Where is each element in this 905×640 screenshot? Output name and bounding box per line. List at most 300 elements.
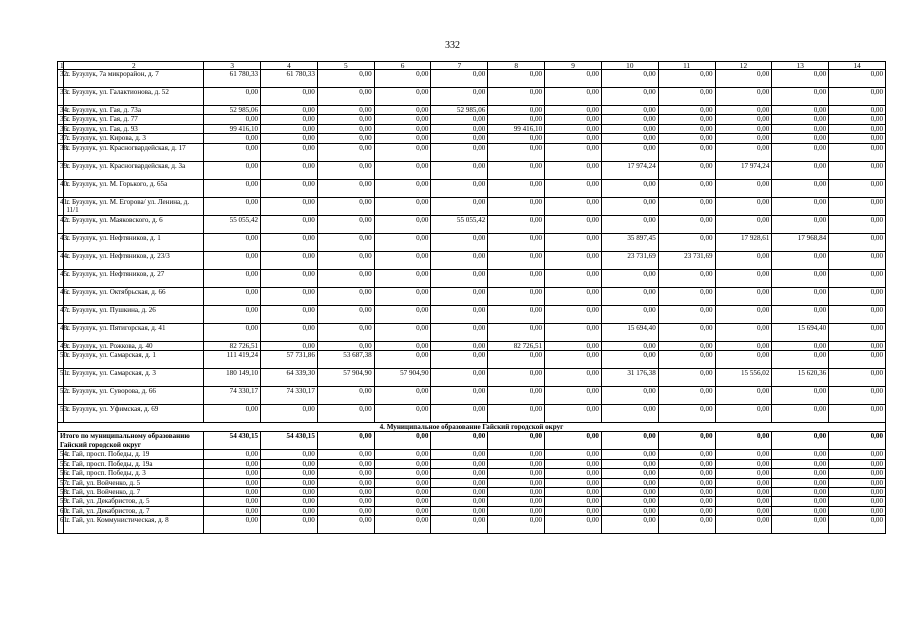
value-cell: 0,00 — [374, 134, 431, 143]
value-cell: 0,00 — [545, 269, 602, 287]
value-cell: 0,00 — [204, 516, 261, 534]
table-row — [58, 459, 886, 468]
value-cell: 0,00 — [601, 269, 658, 287]
value-cell: 0,00 — [772, 488, 829, 497]
value-cell: 0,00 — [431, 161, 488, 179]
value-cell: 0,00 — [658, 233, 715, 251]
table-row — [58, 287, 886, 305]
value-cell: 0,00 — [261, 287, 318, 305]
table-row — [58, 179, 886, 197]
value-cell: 0,00 — [601, 124, 658, 133]
row-number: 34. — [58, 106, 64, 115]
value-cell: 0,00 — [545, 134, 602, 143]
value-cell: 0,00 — [431, 488, 488, 497]
value-cell: 0,00 — [261, 506, 318, 515]
column-number-header: 6 — [374, 62, 431, 70]
value-cell: 0,00 — [601, 405, 658, 423]
value-cell: 0,00 — [317, 488, 374, 497]
address-cell: г. Гай, ул. Войченко, д. 5 — [64, 478, 204, 487]
value-cell: 0,00 — [601, 143, 658, 161]
value-cell: 0,00 — [829, 115, 886, 124]
column-number-header: 1 — [58, 62, 64, 70]
value-cell: 0,00 — [261, 179, 318, 197]
value-cell: 0,00 — [261, 305, 318, 323]
table-row — [58, 506, 886, 515]
value-cell: 0,00 — [488, 251, 545, 269]
value-cell: 0,00 — [261, 134, 318, 143]
value-cell: 0,00 — [488, 215, 545, 233]
value-cell: 0,00 — [317, 161, 374, 179]
value-cell: 0,00 — [204, 469, 261, 478]
value-cell: 0,00 — [545, 506, 602, 515]
value-cell: 0,00 — [545, 323, 602, 341]
value-cell: 0,00 — [488, 450, 545, 459]
value-cell: 0,00 — [772, 161, 829, 179]
row-number: 42. — [58, 215, 64, 233]
value-cell: 0,00 — [204, 115, 261, 124]
value-cell: 0,00 — [658, 351, 715, 369]
value-cell: 0,00 — [829, 488, 886, 497]
value-cell: 0,00 — [772, 106, 829, 115]
column-number-header: 4 — [261, 62, 318, 70]
value-cell: 0,00 — [545, 405, 602, 423]
value-cell: 0,00 — [374, 450, 431, 459]
value-cell: 0,00 — [261, 124, 318, 133]
value-cell: 0,00 — [374, 341, 431, 350]
table-row — [58, 478, 886, 487]
value-cell: 0,00 — [715, 488, 772, 497]
value-cell: 0,00 — [204, 488, 261, 497]
value-cell: 0,00 — [488, 469, 545, 478]
value-cell: 0,00 — [772, 516, 829, 534]
table-row — [58, 469, 886, 478]
value-cell: 0,00 — [658, 459, 715, 468]
value-cell: 0,00 — [317, 497, 374, 506]
value-cell: 0,00 — [261, 497, 318, 506]
row-number: 57. — [58, 478, 64, 487]
value-cell: 0,00 — [715, 215, 772, 233]
value-cell: 0,00 — [601, 488, 658, 497]
value-cell: 0,00 — [374, 143, 431, 161]
value-cell: 0,00 — [715, 269, 772, 287]
value-cell: 0,00 — [261, 88, 318, 106]
value-cell: 0,00 — [715, 70, 772, 88]
value-cell: 0,00 — [374, 305, 431, 323]
value-cell: 0,00 — [829, 459, 886, 468]
value-cell: 180 149,10 — [204, 369, 261, 387]
value-cell: 0,00 — [374, 478, 431, 487]
value-cell: 0,00 — [545, 197, 602, 215]
value-cell: 0,00 — [658, 124, 715, 133]
value-cell: 0,00 — [545, 287, 602, 305]
column-number-header: 2 — [64, 62, 204, 70]
value-cell: 0,00 — [261, 459, 318, 468]
total-cell: 0,00 — [772, 432, 829, 450]
value-cell: 0,00 — [317, 115, 374, 124]
table-row — [58, 269, 886, 287]
value-cell: 0,00 — [488, 179, 545, 197]
row-number: 61. — [58, 516, 64, 534]
address-cell: г. Гай, просп. Победы, д. 19 — [64, 450, 204, 459]
value-cell: 0,00 — [829, 305, 886, 323]
value-cell: 0,00 — [829, 70, 886, 88]
total-cell: 0,00 — [317, 432, 374, 450]
value-cell: 0,00 — [772, 405, 829, 423]
row-number: 45. — [58, 269, 64, 287]
value-cell: 0,00 — [715, 179, 772, 197]
value-cell: 0,00 — [829, 251, 886, 269]
section-heading: 4. Муниципальное образование Гайский городской округ — [58, 423, 886, 432]
value-cell: 0,00 — [431, 134, 488, 143]
value-cell: 0,00 — [317, 215, 374, 233]
value-cell: 0,00 — [261, 106, 318, 115]
value-cell: 0,00 — [829, 516, 886, 534]
value-cell: 0,00 — [829, 351, 886, 369]
value-cell: 0,00 — [317, 88, 374, 106]
value-cell: 0,00 — [204, 233, 261, 251]
value-cell: 0,00 — [601, 134, 658, 143]
value-cell: 0,00 — [715, 197, 772, 215]
value-cell: 0,00 — [374, 115, 431, 124]
value-cell: 0,00 — [601, 450, 658, 459]
value-cell: 0,00 — [431, 387, 488, 405]
value-cell: 0,00 — [829, 215, 886, 233]
value-cell: 0,00 — [545, 459, 602, 468]
value-cell: 17 974,24 — [715, 161, 772, 179]
total-cell: 0,00 — [829, 432, 886, 450]
value-cell: 0,00 — [829, 323, 886, 341]
column-number-header: 10 — [601, 62, 658, 70]
value-cell: 0,00 — [601, 516, 658, 534]
address-cell: г. Бузулук, ул. Гая, д. 77 — [64, 115, 204, 124]
row-number: 56. — [58, 469, 64, 478]
value-cell: 0,00 — [658, 269, 715, 287]
value-cell: 0,00 — [715, 124, 772, 133]
value-cell: 0,00 — [545, 516, 602, 534]
value-cell: 0,00 — [658, 215, 715, 233]
value-cell: 0,00 — [431, 478, 488, 487]
value-cell: 0,00 — [658, 70, 715, 88]
value-cell: 0,00 — [658, 450, 715, 459]
value-cell: 0,00 — [829, 269, 886, 287]
value-cell: 17 974,24 — [601, 161, 658, 179]
value-cell: 0,00 — [772, 115, 829, 124]
value-cell: 0,00 — [658, 405, 715, 423]
value-cell: 0,00 — [715, 287, 772, 305]
value-cell: 0,00 — [601, 70, 658, 88]
row-number: 38. — [58, 143, 64, 161]
address-cell: г. Гай, ул. Декабристов, д. 7 — [64, 506, 204, 515]
value-cell: 0,00 — [261, 215, 318, 233]
value-cell: 0,00 — [488, 488, 545, 497]
value-cell: 0,00 — [374, 459, 431, 468]
value-cell: 0,00 — [261, 197, 318, 215]
value-cell: 0,00 — [829, 197, 886, 215]
value-cell: 0,00 — [488, 387, 545, 405]
value-cell: 0,00 — [601, 106, 658, 115]
value-cell: 0,00 — [374, 233, 431, 251]
value-cell: 0,00 — [772, 450, 829, 459]
value-cell: 0,00 — [715, 106, 772, 115]
value-cell: 0,00 — [829, 387, 886, 405]
value-cell: 0,00 — [545, 106, 602, 115]
funding-table — [57, 61, 886, 534]
address-cell: г. Бузулук, ул. Красногвардейская, д. 17 — [64, 143, 204, 161]
value-cell: 0,00 — [261, 405, 318, 423]
value-cell: 0,00 — [261, 450, 318, 459]
value-cell: 0,00 — [658, 305, 715, 323]
address-cell: г. Бузулук, ул. Гая, д. 73а — [64, 106, 204, 115]
value-cell: 0,00 — [374, 70, 431, 88]
value-cell: 0,00 — [545, 305, 602, 323]
address-cell: г. Бузулук, ул. Пушкина, д. 26 — [64, 305, 204, 323]
address-cell: г. Бузулук, ул. Маяковского, д. 6 — [64, 215, 204, 233]
value-cell: 0,00 — [431, 506, 488, 515]
value-cell: 35 897,45 — [601, 233, 658, 251]
value-cell: 0,00 — [772, 341, 829, 350]
address-cell: г. Бузулук, 7а микрорайон, д. 7 — [64, 70, 204, 88]
value-cell: 0,00 — [374, 161, 431, 179]
value-cell: 0,00 — [317, 341, 374, 350]
value-cell: 0,00 — [431, 287, 488, 305]
value-cell: 0,00 — [431, 516, 488, 534]
value-cell: 0,00 — [772, 124, 829, 133]
value-cell: 0,00 — [488, 161, 545, 179]
row-number: 43. — [58, 233, 64, 251]
value-cell: 0,00 — [317, 134, 374, 143]
table-row — [58, 516, 886, 534]
value-cell: 0,00 — [374, 287, 431, 305]
value-cell: 52 985,06 — [431, 106, 488, 115]
value-cell: 0,00 — [772, 478, 829, 487]
value-cell: 0,00 — [601, 287, 658, 305]
value-cell: 0,00 — [545, 124, 602, 133]
value-cell: 0,00 — [488, 497, 545, 506]
value-cell: 0,00 — [317, 106, 374, 115]
address-cell: г. Бузулук, ул. Галактионова, д. 52 — [64, 88, 204, 106]
value-cell: 0,00 — [772, 70, 829, 88]
value-cell: 0,00 — [374, 179, 431, 197]
value-cell: 0,00 — [488, 233, 545, 251]
value-cell: 0,00 — [374, 488, 431, 497]
table-row — [58, 450, 886, 459]
address-cell: г. Бузулук, ул. М. Егорова/ ул. Ленина, д. 11/1 — [64, 197, 204, 215]
value-cell: 0,00 — [374, 351, 431, 369]
value-cell: 0,00 — [545, 215, 602, 233]
value-cell: 0,00 — [545, 233, 602, 251]
value-cell: 0,00 — [829, 233, 886, 251]
value-cell: 0,00 — [261, 488, 318, 497]
row-number: 44. — [58, 251, 64, 269]
value-cell: 57 904,90 — [374, 369, 431, 387]
value-cell: 0,00 — [658, 143, 715, 161]
value-cell: 0,00 — [772, 88, 829, 106]
value-cell: 0,00 — [204, 287, 261, 305]
value-cell: 0,00 — [715, 450, 772, 459]
value-cell: 0,00 — [658, 488, 715, 497]
value-cell: 0,00 — [829, 478, 886, 487]
row-number: 32. — [58, 70, 64, 88]
value-cell: 0,00 — [488, 323, 545, 341]
value-cell: 0,00 — [431, 341, 488, 350]
value-cell: 0,00 — [488, 197, 545, 215]
value-cell: 0,00 — [431, 323, 488, 341]
value-cell: 0,00 — [545, 115, 602, 124]
value-cell: 0,00 — [488, 351, 545, 369]
value-cell: 0,00 — [545, 88, 602, 106]
total-label: Итого по муниципальному образованию Гайский городской округ — [58, 432, 204, 450]
value-cell: 0,00 — [715, 341, 772, 350]
value-cell: 0,00 — [204, 134, 261, 143]
value-cell: 0,00 — [545, 469, 602, 478]
value-cell: 0,00 — [601, 351, 658, 369]
value-cell: 0,00 — [658, 323, 715, 341]
value-cell: 0,00 — [829, 106, 886, 115]
value-cell: 0,00 — [715, 115, 772, 124]
value-cell: 0,00 — [829, 369, 886, 387]
table-row — [58, 387, 886, 405]
value-cell: 0,00 — [431, 497, 488, 506]
total-cell: 0,00 — [431, 432, 488, 450]
column-number-header: 5 — [317, 62, 374, 70]
total-cell: 54 430,15 — [204, 432, 261, 450]
value-cell: 0,00 — [715, 305, 772, 323]
value-cell: 0,00 — [829, 341, 886, 350]
value-cell: 0,00 — [829, 405, 886, 423]
row-number: 36. — [58, 124, 64, 133]
value-cell: 0,00 — [204, 143, 261, 161]
value-cell: 0,00 — [204, 179, 261, 197]
value-cell: 0,00 — [317, 233, 374, 251]
value-cell: 0,00 — [431, 351, 488, 369]
value-cell: 0,00 — [317, 197, 374, 215]
value-cell: 0,00 — [488, 134, 545, 143]
value-cell: 0,00 — [488, 269, 545, 287]
value-cell: 0,00 — [488, 506, 545, 515]
value-cell: 0,00 — [772, 351, 829, 369]
value-cell: 0,00 — [261, 269, 318, 287]
value-cell: 23 731,69 — [658, 251, 715, 269]
value-cell: 0,00 — [715, 251, 772, 269]
value-cell: 0,00 — [488, 478, 545, 487]
row-number: 52. — [58, 387, 64, 405]
value-cell: 0,00 — [317, 287, 374, 305]
value-cell: 0,00 — [431, 124, 488, 133]
value-cell: 0,00 — [545, 478, 602, 487]
value-cell: 0,00 — [261, 516, 318, 534]
table-row — [58, 305, 886, 323]
value-cell: 0,00 — [374, 197, 431, 215]
value-cell: 0,00 — [431, 70, 488, 88]
value-cell: 0,00 — [715, 134, 772, 143]
value-cell: 0,00 — [829, 179, 886, 197]
value-cell: 0,00 — [601, 197, 658, 215]
row-number: 59. — [58, 497, 64, 506]
value-cell: 0,00 — [431, 233, 488, 251]
value-cell: 0,00 — [261, 251, 318, 269]
value-cell: 55 055,42 — [204, 215, 261, 233]
value-cell: 0,00 — [715, 497, 772, 506]
row-number: 48. — [58, 323, 64, 341]
row-number: 39. — [58, 161, 64, 179]
value-cell: 0,00 — [431, 305, 488, 323]
value-cell: 0,00 — [488, 287, 545, 305]
address-cell: г. Бузулук, ул. Пятигорская, д. 41 — [64, 323, 204, 341]
total-cell: 0,00 — [601, 432, 658, 450]
table-row — [58, 405, 886, 423]
value-cell: 0,00 — [317, 516, 374, 534]
value-cell: 0,00 — [772, 287, 829, 305]
value-cell: 0,00 — [261, 143, 318, 161]
value-cell: 0,00 — [545, 161, 602, 179]
value-cell: 0,00 — [715, 143, 772, 161]
value-cell: 0,00 — [488, 106, 545, 115]
total-cell: 0,00 — [374, 432, 431, 450]
value-cell: 0,00 — [317, 506, 374, 515]
row-number: 55. — [58, 459, 64, 468]
value-cell: 0,00 — [204, 506, 261, 515]
value-cell: 0,00 — [658, 387, 715, 405]
value-cell: 0,00 — [204, 197, 261, 215]
value-cell: 0,00 — [829, 88, 886, 106]
table-row — [58, 143, 886, 161]
table-row — [58, 215, 886, 233]
value-cell: 0,00 — [431, 459, 488, 468]
total-cell: 0,00 — [715, 432, 772, 450]
value-cell: 0,00 — [204, 478, 261, 487]
column-number-row — [58, 62, 886, 70]
address-cell: г. Бузулук, ул. М. Горького, д. 65а — [64, 179, 204, 197]
value-cell: 0,00 — [431, 143, 488, 161]
value-cell: 0,00 — [772, 269, 829, 287]
value-cell: 0,00 — [545, 143, 602, 161]
value-cell: 0,00 — [261, 161, 318, 179]
value-cell: 0,00 — [658, 134, 715, 143]
value-cell: 0,00 — [772, 143, 829, 161]
value-cell: 82 726,51 — [488, 341, 545, 350]
value-cell: 0,00 — [374, 88, 431, 106]
value-cell: 0,00 — [829, 469, 886, 478]
column-number-header: 7 — [431, 62, 488, 70]
value-cell: 0,00 — [317, 405, 374, 423]
table-row — [58, 351, 886, 369]
value-cell: 23 731,69 — [601, 251, 658, 269]
table-row — [58, 197, 886, 215]
address-cell: г. Бузулук, ул. Кирова, д. 3 — [64, 134, 204, 143]
value-cell: 0,00 — [715, 387, 772, 405]
value-cell: 0,00 — [772, 387, 829, 405]
value-cell: 0,00 — [488, 305, 545, 323]
column-number-header: 12 — [715, 62, 772, 70]
address-cell: г. Бузулук, ул. Самарская, д. 1 — [64, 351, 204, 369]
total-cell: 54 430,15 — [261, 432, 318, 450]
value-cell: 99 416,10 — [488, 124, 545, 133]
value-cell: 0,00 — [204, 450, 261, 459]
value-cell: 0,00 — [601, 341, 658, 350]
table-row — [58, 124, 886, 133]
value-cell: 0,00 — [261, 115, 318, 124]
value-cell: 0,00 — [601, 506, 658, 515]
value-cell: 0,00 — [374, 405, 431, 423]
value-cell: 0,00 — [374, 469, 431, 478]
row-number: 51. — [58, 369, 64, 387]
value-cell: 0,00 — [601, 459, 658, 468]
value-cell: 0,00 — [658, 88, 715, 106]
value-cell: 0,00 — [601, 469, 658, 478]
value-cell: 0,00 — [204, 88, 261, 106]
value-cell: 0,00 — [488, 459, 545, 468]
value-cell: 0,00 — [431, 469, 488, 478]
